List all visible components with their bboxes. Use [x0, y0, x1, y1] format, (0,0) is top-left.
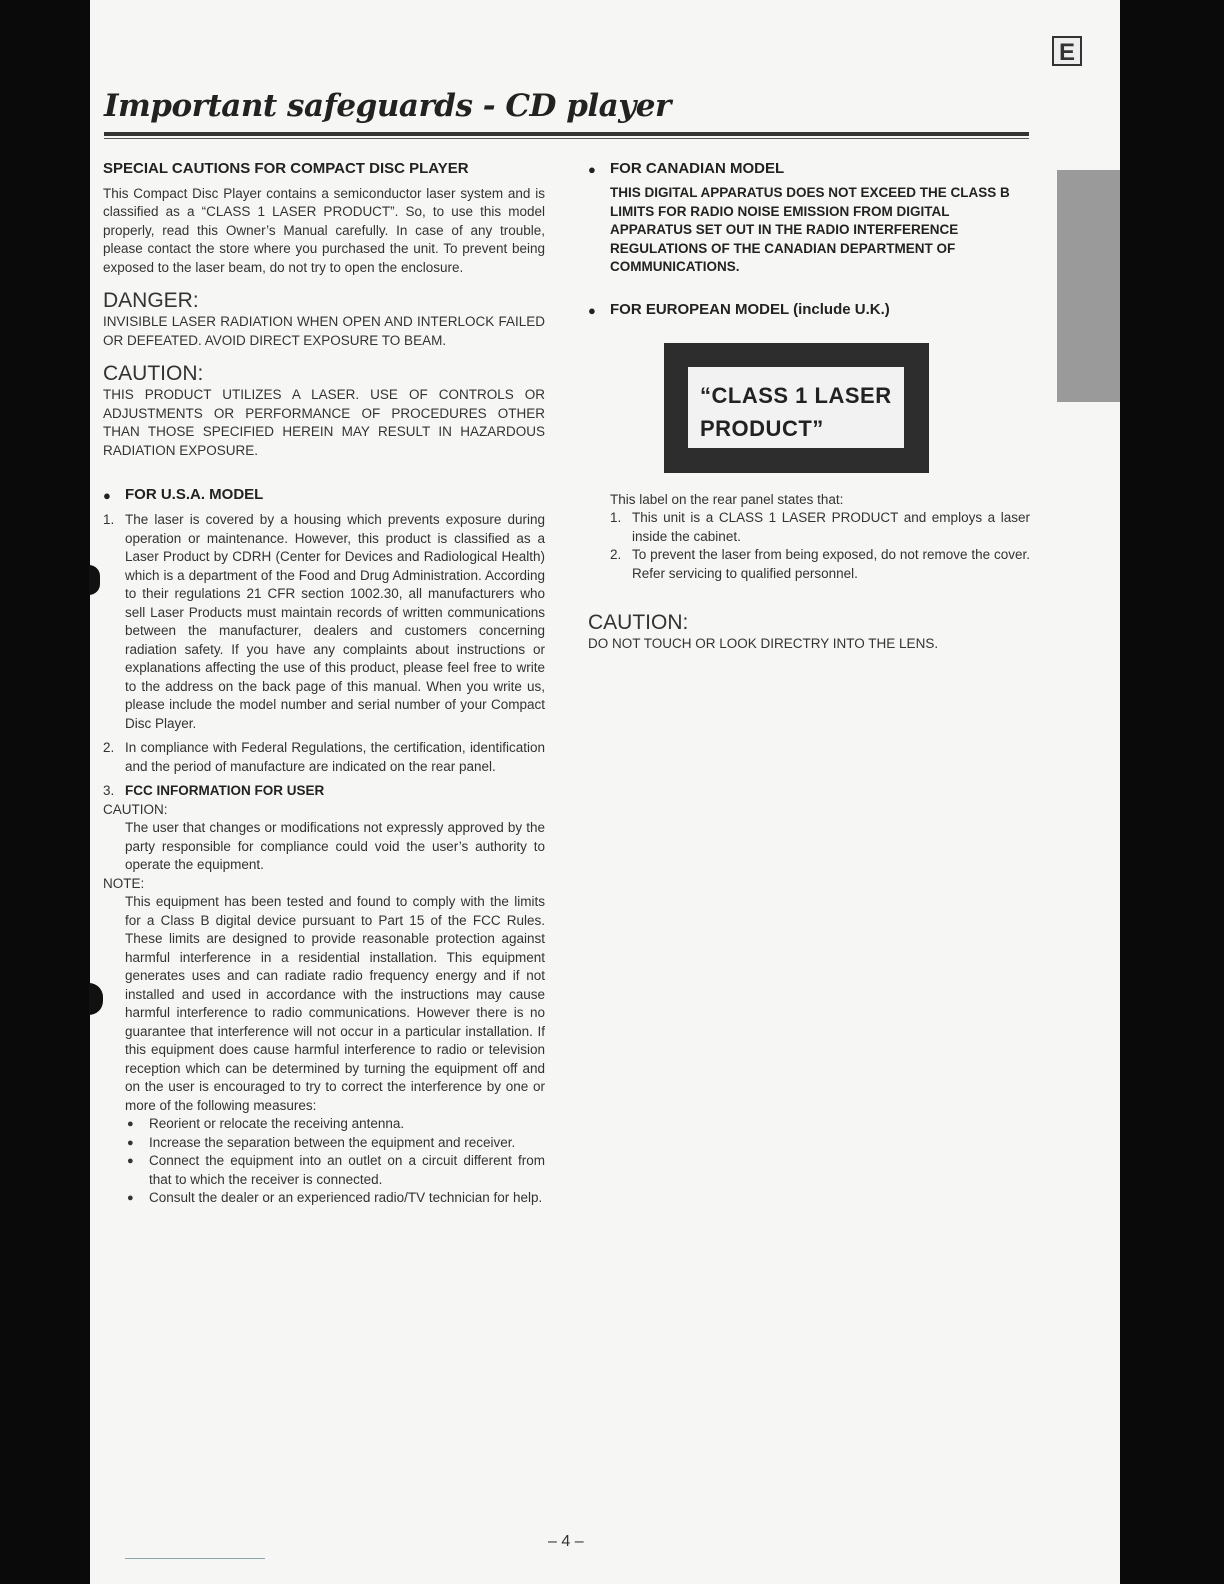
usa-model-label: FOR U.S.A. MODEL [125, 486, 264, 503]
list-item [610, 546, 1030, 583]
bullet-icon: ● [588, 162, 596, 177]
item-number: 3. [103, 783, 115, 798]
lens-caution-heading: CAUTION: [588, 611, 689, 634]
measure-text: Reorient or relocate the receiving antenna. [149, 1116, 405, 1131]
list-item [610, 509, 1030, 546]
measure-text: Connect the equipment into an outlet on a circuit different from that to which the receiver is connected. [149, 1153, 545, 1187]
item-text: To prevent the laser from being exposed, do not remove the cover. Refer servicing to qualified personnel. [632, 547, 1030, 581]
language-tab: E [1052, 36, 1082, 66]
european-model-label: FOR EUROPEAN MODEL (include U.K.) [610, 300, 890, 318]
danger-heading: DANGER: [103, 289, 199, 312]
label-intro: This label on the rear panel states that: [610, 491, 844, 507]
bullet-icon: ● [127, 1155, 134, 1167]
fcc-caution-label: CAUTION: [103, 801, 168, 817]
bullet-icon: ● [127, 1136, 134, 1149]
caution-heading: CAUTION: [103, 362, 204, 385]
title-rule-thin [104, 138, 1029, 139]
special-cautions-text: This Compact Disc Player contains a semiconductor laser system and is classified as a “CLASS 1 LASER PRODUCT”. So, to use this model properly, read this Owner’s Manual carefully. In case of any trouble, please contact the store where you purchased the unit. To prevent being exposed to the laser beam, do not try to open the enclosure. [103, 185, 545, 275]
item-text: This unit is a CLASS 1 LASER PRODUCT and employs a laser inside the cabinet. [632, 510, 1030, 544]
fcc-caution-text: The user that changes or modifications not expressly approved by the party responsible for compliance could void the user’s authority to operate the equipment. [125, 820, 545, 872]
bullet-icon: ● [127, 1192, 134, 1204]
left-column [103, 160, 545, 1208]
measure-text: Increase the separation between the equipment and receiver. [149, 1134, 516, 1150]
list-item [125, 1115, 545, 1134]
note-text: This equipment has been tested and found to comply with the limits for a Class B digital device pursuant to Part 15 of the FCC Rules. These limits are designed to provide reasonable protection against harmful interference in a residential installation. This equipment generates uses and can radiate radio frequency energy and if not installed and used in accordance with the instructions may cause harmful interference to radio communications. However there is no guarantee that interference will not occur in a particular installation. If this equipment does cause harmful interference to radio or television reception which can be determined by turning the equipment off and on the user is encouraged to try to correct the interference by one or more of the following measures: [125, 894, 545, 1113]
list-item [125, 1134, 545, 1153]
label-list [588, 509, 1030, 583]
item-text: The laser is covered by a housing which prevents exposure during operation or maintenance. However, this product is classified as a Laser Product by CDRH (Center for Devices and Radiological Health) which is a department of the Food and Drug Administration. According to their regulations 21 CFR section 1002.30, all manufacturers who sell Laser Products must maintain records of written communications between the manufacturer, dealers and customers concerning radiation safety. If you have any complaints about instructions or explanations affecting the use of this product, please feel free to write to the address on the back page of this manual. When you write us, please include the model number and serial number of your Compact Disc Player. [125, 512, 545, 731]
list-item [103, 782, 545, 801]
measures-list [103, 1115, 545, 1208]
page-title: Important safeguards - CD player [104, 88, 671, 124]
item-text: In compliance with Federal Regulations, the certification, identification and the period of manufacture are indicated on the rear panel. [125, 740, 545, 774]
european-model-heading [588, 301, 1030, 321]
item-number: 2. [610, 547, 622, 562]
canadian-model-heading [588, 160, 1030, 180]
item-number: 1. [610, 510, 622, 525]
note-label: NOTE: [103, 875, 145, 891]
list-item [103, 511, 545, 733]
lens-caution-text: DO NOT TOUCH OR LOOK DIRECTRY INTO THE LENS. [588, 636, 939, 651]
list-item [103, 739, 545, 776]
laser-label [688, 367, 904, 448]
item-number: 1. [103, 512, 115, 527]
measure-text: Consult the dealer or an experienced radio/TV technician for help. [149, 1190, 543, 1205]
laser-label-line1: “CLASS 1 LASER [700, 383, 892, 408]
bullet-icon: ● [588, 302, 596, 318]
fcc-heading: FCC INFORMATION FOR USER [125, 783, 325, 798]
canadian-text: THIS DIGITAL APPARATUS DOES NOT EXCEED THE CLASS B LIMITS FOR RADIO NOISE EMISSION FROM DIGITAL APPARATUS SET OUT IN THE RADIO INTERFERENCE REGULATIONS OF THE CANADIAN DEPARTMENT OF COMMUNICATIONS. [610, 185, 1010, 274]
bullet-icon: ● [127, 1118, 134, 1130]
page-number: – 4 – [548, 1533, 584, 1550]
danger-text: INVISIBLE LASER RADIATION WHEN OPEN AND INTERLOCK FAILED OR DEFEATED. AVOID DIRECT EXPOSURE TO BEAM. [103, 314, 545, 348]
usa-list [103, 511, 545, 801]
item-number: 2. [103, 740, 115, 755]
list-item [125, 1189, 545, 1208]
usa-model-heading [103, 486, 545, 506]
special-cautions-heading: SPECIAL CAUTIONS FOR COMPACT DISC PLAYER [103, 160, 469, 177]
section-index-tab [1057, 170, 1120, 402]
caution-text: THIS PRODUCT UTILIZES A LASER. USE OF CONTROLS OR ADJUSTMENTS OR PERFORMANCE OF PROCEDURES OTHER THAN THOSE SPECIFIED HEREIN MAY RESULT IN HAZARDOUS RADIATION EXPOSURE. [103, 387, 545, 458]
title-rule [104, 132, 1029, 136]
canadian-model-label: FOR CANADIAN MODEL [610, 160, 785, 177]
list-item [125, 1152, 545, 1189]
scan-artifact-line [125, 1558, 265, 1559]
laser-label-line2: PRODUCT” [700, 416, 824, 441]
bullet-icon: ● [103, 488, 111, 503]
